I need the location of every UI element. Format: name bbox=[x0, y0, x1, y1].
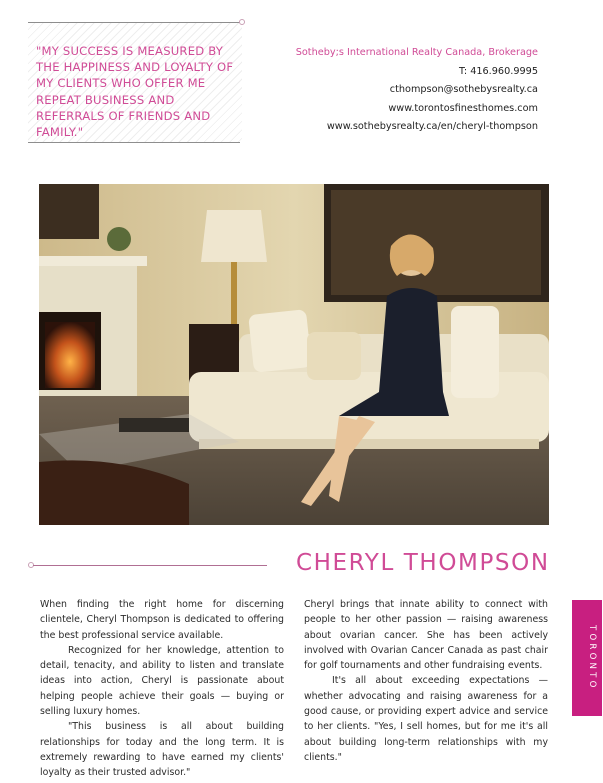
brokerage-name: Sotheby;s International Realty Canada, Brokerage bbox=[295, 47, 538, 58]
bio-paragraph: "This business is all about building relationships for today and the long term. It is extremely rewarding to have earned my clients' loyalty as their trusted advisor." bbox=[40, 721, 284, 779]
agent-photo-illustration bbox=[39, 184, 549, 525]
quote-bottom-rule bbox=[28, 142, 240, 143]
pull-quote: "MY SUCCESS IS MEASURED BY THE HAPPINESS AND LOYALTY OF MY CLIENTS WHO OFFER ME REPEAT BUSINESS AND REFERRALS OF FRIENDS AND FAMILY." bbox=[36, 44, 234, 140]
bio-paragraph: Recognized for her knowledge, attention to detail, tenacity, and ability to listen and translate ideas into action, Cheryl is passionate about helping people achieve their goals — buying or selling luxury homes. bbox=[40, 644, 284, 718]
bio-paragraph: It's all about exceeding expectations — whether advocating and raising awareness for a good cause, or providing expert advice and service to her clients. "Yes, I sell homes, but for me it's all about building long-term relationships with my clients." bbox=[304, 675, 548, 763]
quote-top-rule bbox=[28, 22, 240, 23]
agent-name: CHERYL THOMPSON bbox=[296, 550, 550, 576]
bio-column-right bbox=[304, 597, 548, 765]
bio-column-left bbox=[40, 597, 284, 781]
agent-photo bbox=[39, 184, 549, 525]
website-link: www.torontosfinesthomes.com bbox=[388, 102, 538, 114]
contact-block bbox=[296, 44, 538, 137]
phone-number: T: 416.960.9995 bbox=[459, 65, 538, 77]
profile-link: www.sothebysrealty.ca/en/cheryl-thompson bbox=[326, 121, 538, 133]
bio-paragraph: When finding the right home for discerning clientele, Cheryl Thompson is dedicated to offering the best professional service available. bbox=[40, 599, 284, 641]
city-tab-label: TORONTO bbox=[587, 625, 597, 691]
email-address: cthompson@sothebysrealty.ca bbox=[389, 84, 538, 96]
name-rule bbox=[33, 565, 267, 566]
bio-paragraph: Cheryl brings that innate ability to connect with people to her other passion — raising awareness about ovarian cancer. She has been actively involved with Ovarian Cancer Canada as past chair for golf tournaments and other fundraising events. bbox=[304, 599, 548, 672]
quote-rule-end-circle bbox=[239, 19, 245, 25]
